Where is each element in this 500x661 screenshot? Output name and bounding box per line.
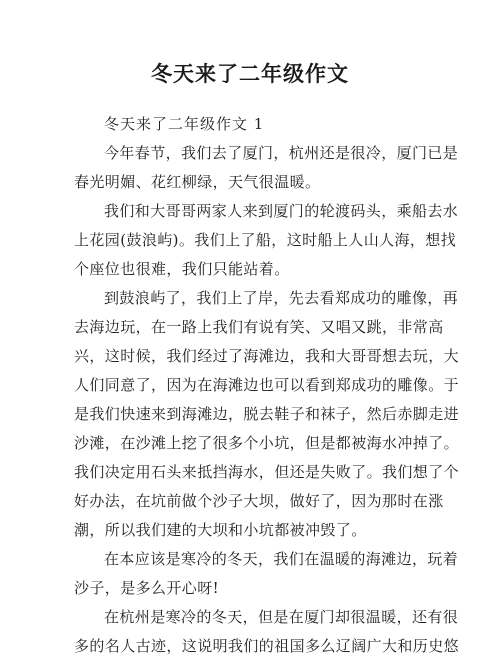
text-line: 上花园(鼓浪屿)。我们上了船，这时船上人山人海，想找 <box>74 231 457 249</box>
text-line: 潮，所以我们建的大坝和小坑都被冲毁了。 <box>74 521 367 539</box>
text-line: 去海边玩，在一路上我们有说有笑、又唱又跳，非常高 <box>74 318 444 336</box>
text-line: 人们同意了，因为在海滩边也可以看到郑成功的雕像。于 <box>74 376 460 394</box>
text-line: 春光明媚、花红柳绿，天气很温暖。 <box>74 173 321 191</box>
text-line: 在杭州是寒冷的冬天，但是在厦门却很温暖，还有很 <box>104 608 459 626</box>
text-line: 沙子，是多么开心呀! <box>74 579 220 597</box>
text-line: 多的名人古迹，这说明我们的祖国多么辽阔广大和历史悠 <box>74 637 460 655</box>
text-line: 在本应该是寒冷的冬天，我们在温暖的海滩边，玩着 <box>104 550 459 568</box>
text-line: 到鼓浪屿了，我们上了岸，先去看郑成功的雕像，再 <box>104 289 459 307</box>
text-line: 兴，这时候，我们经过了海滩边，我和大哥哥想去玩，大 <box>74 347 460 365</box>
paragraph <box>74 545 459 603</box>
text-line: 个座位也很难，我们只能站着。 <box>74 260 290 278</box>
paragraph <box>74 197 459 284</box>
article-body <box>74 110 460 661</box>
text-line: 是我们快速来到海滩边，脱去鞋子和袜子，然后赤脚走进 <box>74 405 460 423</box>
paragraph <box>74 603 460 661</box>
paragraph <box>74 284 460 545</box>
text-line: 我们决定用石头来抵挡海水，但还是失败了。我们想了个 <box>74 463 460 481</box>
section-heading: 冬天来了二年级作文 1 <box>104 115 265 133</box>
text-line: 我们和大哥哥两家人来到厦门的轮渡码头，乘船去水 <box>104 202 459 220</box>
text-line: 好办法，在坑前做个沙子大坝，做好了，因为那时在涨 <box>74 492 444 510</box>
text-line: 今年春节，我们去了厦门，杭州还是很冷，厦门已是 <box>104 144 459 162</box>
text-line: 沙滩，在沙滩上挖了很多个小坑，但是都被海水冲掉了。 <box>74 434 460 452</box>
page-title: 冬天来了二年级作文 <box>151 62 349 86</box>
paragraph <box>74 139 459 197</box>
